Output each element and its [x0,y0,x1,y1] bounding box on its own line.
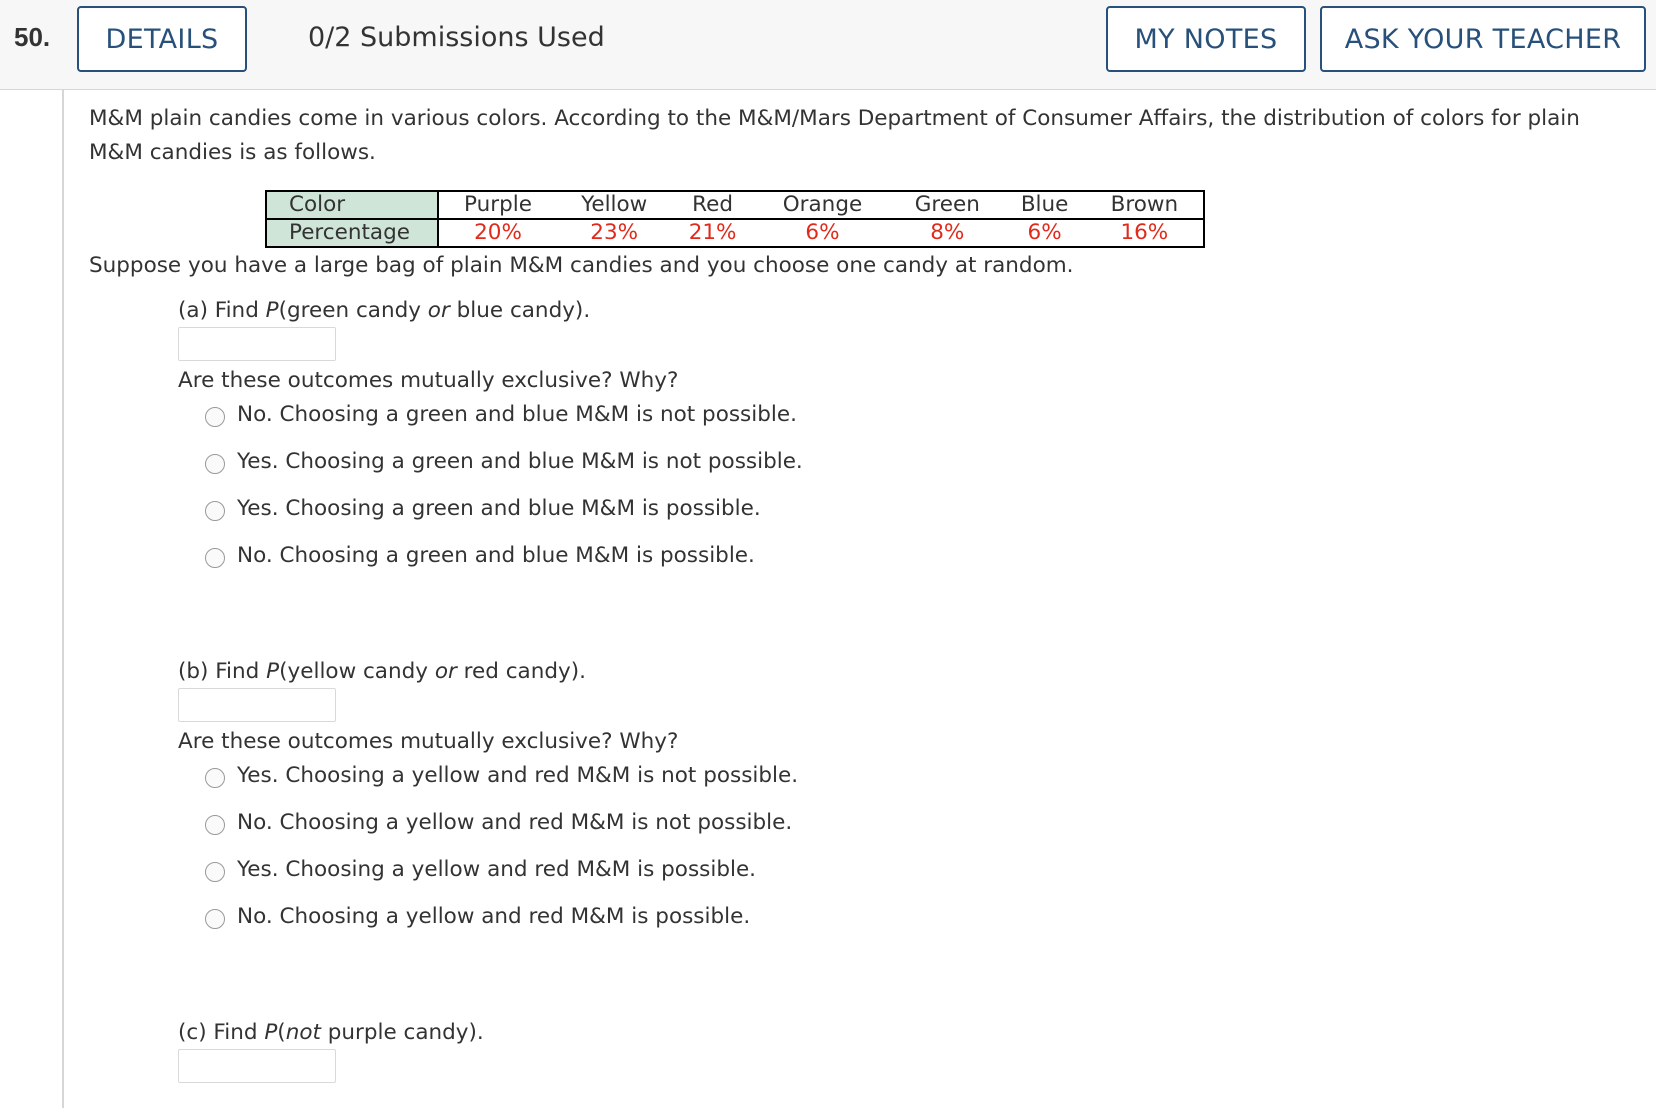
part-a-option-2[interactable] [205,448,803,474]
part-a-prefix: (a) Find [178,298,266,323]
option-label: Yes. Choosing a green and blue M&M is not possible. [237,448,803,474]
color-blue: Blue [1004,191,1086,219]
question-number: 50. [14,22,51,52]
color-green: Green [891,191,1003,219]
percent-blue: 6% [1027,220,1062,245]
color-purple: Purple [438,191,557,219]
color-yellow: Yellow [557,191,671,219]
part-b-event1: (yellow candy [279,659,435,684]
table-row [266,219,1204,247]
part-b-answer-input[interactable] [178,688,336,722]
part-c-prompt [178,1020,484,1045]
part-a-option-1[interactable] [205,401,797,427]
percent-purple: 20% [474,220,522,245]
part-a-event1: (green candy [278,298,428,323]
part-c-prefix: (c) Find [178,1020,265,1045]
radio-button[interactable] [205,454,225,474]
color-brown: Brown [1086,191,1204,219]
part-b-question: Are these outcomes mutually exclusive? Why? [178,729,679,754]
part-c-p: P [264,1020,278,1045]
part-b-or: or [434,659,457,684]
color-red: Red [671,191,754,219]
radio-button[interactable] [205,862,225,882]
option-label: No. Choosing a yellow and red M&M is possible. [237,903,751,929]
option-label: Yes. Choosing a green and blue M&M is possible. [237,495,761,521]
submissions-used: 0/2 Submissions Used [308,22,605,53]
part-b-prefix: (b) Find [178,659,267,684]
percent-orange: 6% [805,220,840,245]
radio-button[interactable] [205,768,225,788]
part-a-answer-input[interactable] [178,327,336,361]
part-b-option-4[interactable] [205,903,750,929]
intro-text: M&M plain candies come in various colors. According to the M&M/Mars Department of Consumer Affairs, the distribution of colors for plain M&M candies is as follows. [89,106,1580,165]
percent-red: 21% [688,220,737,245]
part-a-event2: blue candy). [449,298,591,323]
color-orange: Orange [754,191,891,219]
part-b-option-3[interactable] [205,856,756,882]
radio-button[interactable] [205,815,225,835]
part-c-not: not [285,1020,321,1045]
part-c-answer-input[interactable] [178,1049,336,1083]
suppose-text: Suppose you have a large bag of plain M&M candies and you choose one candy at random. [89,253,1074,278]
option-label: No. Choosing a green and blue M&M is possible. [237,542,755,568]
part-b-option-2[interactable] [205,809,792,835]
left-divider [62,90,64,1108]
part-a-option-4[interactable] [205,542,755,568]
percent-green: 8% [930,220,965,245]
part-b-p: P [266,659,280,684]
my-notes-button[interactable]: MY NOTES [1106,6,1306,72]
row-header-percentage: Percentage [266,219,438,247]
percent-brown: 16% [1120,220,1169,245]
table-row [266,191,1204,219]
option-label: Yes. Choosing a yellow and red M&M is not possible. [237,762,799,788]
question-header [0,0,1656,90]
part-a-p: P [265,298,279,323]
part-a-option-3[interactable] [205,495,761,521]
percent-yellow: 23% [590,220,639,245]
part-a-question: Are these outcomes mutually exclusive? Why? [178,368,679,393]
part-a-prompt [178,298,590,323]
radio-button[interactable] [205,407,225,427]
option-label: No. Choosing a green and blue M&M is not possible. [237,401,797,427]
ask-your-teacher-button[interactable]: ASK YOUR TEACHER [1320,6,1646,72]
part-b-prompt [178,659,586,684]
part-b-option-1[interactable] [205,762,798,788]
radio-button[interactable] [205,909,225,929]
part-c-event: purple candy). [320,1020,484,1045]
part-a-or: or [427,298,450,323]
color-distribution-table [265,190,1205,248]
option-label: No. Choosing a yellow and red M&M is not possible. [237,809,793,835]
option-label: Yes. Choosing a yellow and red M&M is possible. [237,856,757,882]
radio-button[interactable] [205,501,225,521]
part-c-open: ( [277,1020,286,1045]
radio-button[interactable] [205,548,225,568]
row-header-color: Color [266,191,438,219]
details-button[interactable]: DETAILS [77,6,247,72]
part-b-event2: red candy). [456,659,586,684]
